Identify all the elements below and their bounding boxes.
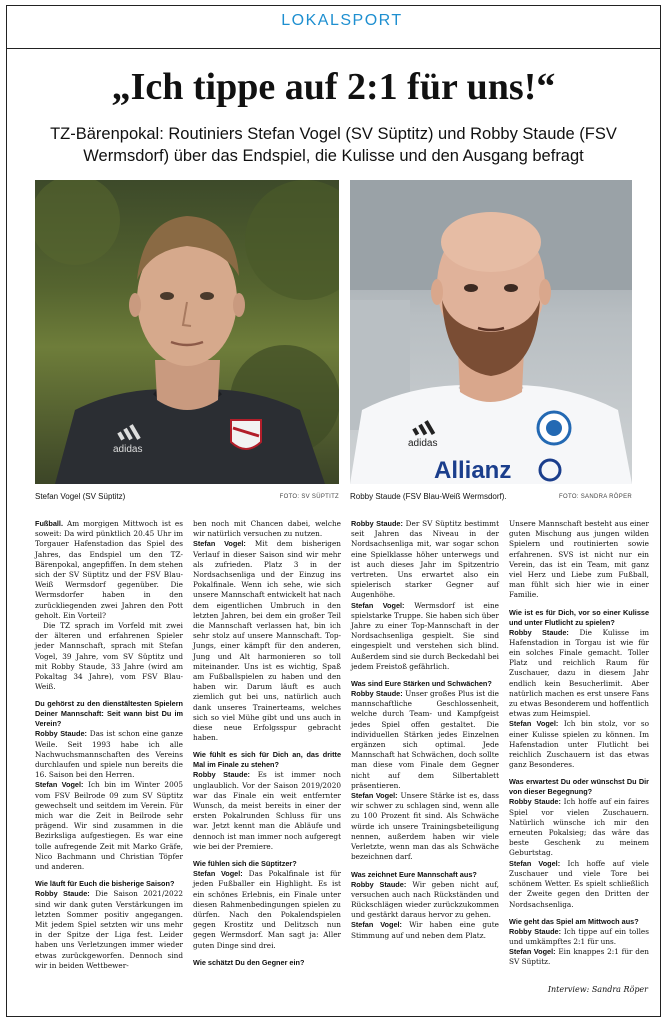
interview-answer bbox=[193, 539, 341, 743]
paragraph-text: Es ist immer noch unglaublich. Vor der Saison 2019/2020 war das Finale ein weit entfernter Wunsch, da meist bereits in einer der ersten Pokalrunden Schluss für uns war. Jetzt kennt man die Abläufe und dennoch ist man immer noch aufgeregt wie bei der Premiere. bbox=[193, 770, 342, 851]
article-paragraph bbox=[193, 519, 341, 539]
paragraph-text: Ein knappes 2:1 für den SV Süptitz. bbox=[509, 947, 649, 967]
interview-question: Wie schätzt Du den Gegner ein? bbox=[193, 957, 305, 967]
interview-answer bbox=[509, 947, 649, 967]
speaker-label: Robby Staude: bbox=[509, 627, 569, 637]
paragraph-text: Wir geben nicht auf, versuchen auch nach Rückständen und Rückschlägen wieder zurückzukommen und gestärkt daraus hervor zu gehen. bbox=[351, 879, 499, 920]
interview-question: Was sind Eure Stärken und Schwächen? bbox=[351, 679, 492, 689]
photo-credit-right: FOTO: SANDRA RÖPER bbox=[559, 494, 632, 500]
paragraph-text: Am morgigen Mittwoch ist es soweit: Da wird pünktlich 20.45 Uhr im Torgauer Hafenstadion das Spiel des Jahres, das Endspiel um den TZ-Bärenpokal, angepfiffen. In dem stehen sich der SV Süptitz und der FSV Blau-Weiß Wermsdorf gegenüber. Die Wermsdorfer haben in den zurückliegenden zwei Jahren den Pott geholt. Ein Vorteil? bbox=[35, 519, 183, 620]
caption-right-name: Robby Staude (FSV Blau-Weiß Wermsdorf). bbox=[350, 492, 507, 501]
paragraph-text: Ich bin stolz, vor so einer Kulisse spielen zu können. Im Hafenstadion unter Flutlicht bei reichlich Zuschauern ist das etwas ganz Besonderes. bbox=[509, 719, 649, 770]
speaker-label: Robby Staude: bbox=[351, 519, 403, 528]
article-column-2 bbox=[193, 519, 341, 968]
article-paragraph bbox=[509, 519, 649, 601]
interview-answer bbox=[509, 719, 649, 770]
club-badge-icon bbox=[231, 420, 261, 449]
article-column-4 bbox=[509, 519, 649, 968]
paragraph-text: Mit dem bisherigen Verlauf in dieser Saison sind wir mehr als zufrieden. Platz 3 in der Nordsachsenliga und der Einzug ins Pokalfinale. Wenn ich sehe, wie sich unsere Mannschaft entwickelt hat nach dem eigentlichen Umbruch in den letzten Jahren, bei dem ein großer Teil die Mannschaft verlassen hat, bin ich sehr stolz auf unsere Mannschaft. Top-Jungs, einer kämpft für den anderen, Jung und Alt harmonieren so toll miteinander. Uns ist es wichtig, Spaß am Fußballspielen zu haben und den haben wir. Darum läuft es auch ziemlich gut bei uns, natürlich auch dank unseres Trainerteams, welches sich so viel Mühe gibt und uns auch in diese neue Erfolgsspur gebracht haben. bbox=[193, 539, 341, 743]
paragraph-text: Die TZ sprach im Vorfeld mit zwei der älteren und erfahrenen Spieler jeder Mannschaft, sprach mit Stefan Vogel, 39 Jahre, vom SV Süptitz und mit Robby Staude, 33 Jahre (wird am Pokaltag 34 Jahre), vom FSV Blau-Weiß. bbox=[35, 621, 183, 692]
svg-text:Allianz: Allianz bbox=[434, 457, 512, 484]
newspaper-page bbox=[6, 5, 661, 1017]
portrait-illustration-left bbox=[35, 180, 339, 484]
paragraph-text: Unsere Mannschaft besteht aus einer guten Mischung aus jungen wilden Spielern und routinierten sowie erfahrenen. SVS ist nicht nur ein Verein, das ist ein Team, mit ganz viel Herz und Liebe zum Fußball, man fühlt sich hier wie in einer Familie. bbox=[509, 519, 649, 600]
caption-left bbox=[35, 491, 339, 505]
speaker-label: Stefan Vogel: bbox=[351, 600, 405, 610]
section-divider bbox=[7, 48, 660, 49]
photo-robby-staude bbox=[350, 180, 632, 484]
paragraph-text: Die Saison 2021/2022 sind wir dank guten Verstärkungen im letzten Sommer positiv angegangen. Mit jedem Spiel setzten wir uns mehr in der Spitze der Liga fest. Leider haben uns Verletzungen immer wieder etwas zurückgeworfen. Dennoch sind wir in beiden Wettbewer- bbox=[35, 889, 183, 970]
subheadline: TZ-Bärenpokal: Routiniers Stefan Vogel (SV Süptitz) und Robby Staude (FSV Wermsdorf) über das Endspiel, die Kulisse und den Ausgang befragt bbox=[50, 125, 617, 165]
interview-question: Wie fühlen sich die Süptitzer? bbox=[193, 859, 297, 869]
speaker-label: Stefan Vogel: bbox=[351, 920, 402, 930]
speaker-label: Robby Staude: bbox=[509, 797, 561, 807]
interview-question: Wie läuft für Euch die bisherige Saison? bbox=[35, 879, 175, 889]
paragraph-text: Ich tippe auf ein tolles und umkämpftes 2:1 für uns. bbox=[509, 926, 649, 946]
svg-text:adidas: adidas bbox=[113, 444, 143, 455]
interview-question: Du gehörst zu den dienstältesten Spielern Deiner Mannschaft: Seit wann bist Du im Verein? bbox=[35, 699, 183, 729]
interview-byline: Interview: Sandra Röper bbox=[547, 985, 648, 994]
interview-question: Wie fühlt es sich für Dich an, das dritte Mal im Finale zu stehen? bbox=[193, 750, 341, 770]
interview-answer bbox=[35, 780, 183, 872]
speaker-label: Robby Staude: bbox=[193, 770, 250, 780]
photo-credit-left: FOTO: SV SÜPTITZ bbox=[279, 494, 339, 500]
svg-text:adidas: adidas bbox=[408, 438, 438, 449]
caption-right bbox=[350, 491, 632, 505]
interview-question: Wie geht das Spiel am Mittwoch aus? bbox=[509, 916, 639, 926]
interview-question: Wie ist es für Dich, vor so einer Kulisse und unter Flutlicht zu spielen? bbox=[509, 607, 649, 627]
article-column-3 bbox=[351, 519, 499, 941]
portrait-illustration-right bbox=[350, 180, 632, 484]
speaker-label: Robby Staude: bbox=[35, 889, 90, 899]
speaker-label: Stefan Vogel: bbox=[509, 719, 559, 729]
speaker-label: Robby Staude: bbox=[351, 879, 407, 889]
speaker-label: Stefan Vogel: bbox=[509, 858, 561, 868]
caption-left-name: Stefan Vogel (SV Süptitz) bbox=[35, 492, 126, 501]
interview-answer bbox=[351, 880, 499, 921]
headline: „Ich tippe auf 2:1 für uns!“ bbox=[111, 66, 556, 108]
paragraph-text: Die Kulisse im Hafenstadion in Torgau ist wie für ein solches Finale gemacht. Toller Platz und reichlich Raum für Zuschauer, dazu in diesem Jahr endlich kein Besucherlimit. Aber natürlich machen es erst unsere Fans zu etwas Besonderem und hoffentlich etwas zum Heimspiel. bbox=[509, 627, 650, 719]
interview-answer bbox=[193, 770, 341, 852]
paragraph-text: Das Pokalfinale ist für jeden Fußballer ein Highlight. Es ist ein schönes Erlebnis, ein Finale unter diesen Rahmenbedingungen spielen zu dürfen. Nach den Pokalendspielen gegen Krostitz und Delitzsch nun gegen Wermsdorf. Man sagt ja: Aller guten Dinge sind drei. bbox=[193, 869, 341, 950]
interview-answer bbox=[509, 628, 649, 720]
paragraph-text: Wermsdorf ist eine spielstarke Truppe. Sie haben sich über Jahre zu einer Top-Mannschaft in der Nordsachsenliga gespielt. Sie sind eingespielt und verstehen sich blind. Außerdem sind sie durch Beckedahl bei jedem Freistoß gefährlich. bbox=[351, 600, 499, 671]
speaker-label: Fußball. bbox=[35, 519, 63, 528]
article-paragraph bbox=[35, 621, 183, 692]
interview-question: Was zeichnet Eure Mannschaft aus? bbox=[351, 869, 477, 879]
paragraph-text: Das ist schon eine ganze Weile. Seit 1993 habe ich alle Nachwuchsmannschaften des Vereins durchlaufen und spiele nun bereits die 16. Saison bei den Herren. bbox=[35, 729, 184, 780]
paragraph-text: Unsere Stärke ist es, dass wir schwer zu schlagen sind, wenn alle zu 100 Prozent fit sind. Als Schwäche würde ich unsere Trainingsbeteiligung nennen, außerdem haben wir viele Verletzte, wenn man das als Schwäche bezeichnen darf. bbox=[351, 791, 499, 862]
speaker-label: Stefan Vogel: bbox=[193, 869, 243, 879]
photo-stefan-vogel bbox=[35, 180, 339, 484]
interview-answer bbox=[193, 869, 341, 951]
paragraph-text: Ich hoffe auf ein faires Spiel vor vielen Zuschauern. Natürlich wünsche ich mir den erneuten Pokalsieg; das wäre das beste Geschenk zu meinem Geburtstag. bbox=[509, 797, 649, 858]
article-column-1 bbox=[35, 519, 183, 971]
interview-answer bbox=[351, 920, 499, 940]
speaker-label: Stefan Vogel: bbox=[35, 780, 84, 790]
speaker-label: Stefan Vogel: bbox=[351, 791, 398, 801]
interview-answer bbox=[351, 519, 499, 601]
paragraph-text: Ich bin im Winter 2005 vom FSV Beilrode 09 zum SV Süptitz gewechselt und seitdem im Verein. Für mich war die Zeit in Beilrode sehr prägend. Wir sind zusammen in die Bezirksliga aufgestiegen. Es war eine tolle aufregende Zeit mit Marko Gräfe, Nico Bachmann und Christian Töpfer und anderen. bbox=[35, 780, 183, 872]
speaker-label: Robby Staude: bbox=[351, 689, 403, 699]
speaker-label: Stefan Vogel: bbox=[193, 539, 246, 549]
interview-answer bbox=[509, 859, 649, 910]
paragraph-text: Der SV Süptitz bestimmt seit Jahren das Niveau in der Nordsachsenliga mit, war sogar schon eine Spielklasse höher unterwegs und ist auch dieses Jahr im Spitzentrio vertreten. Uns erwartet also ein spielerisch starker Gegner auf Augenhöhe. bbox=[351, 519, 500, 600]
section-label: LOKALSPORT bbox=[281, 12, 403, 29]
interview-answer bbox=[509, 797, 649, 858]
paragraph-text: Unser großes Plus ist die mannschaftliche Geschlossenheit, welche durch Team- und Kampfgeist jedes Spiel offen gestaltet. Die individuellen Stärken jedes Einzelnen ergänzen sich optimal. Jede Mannschaft hat Schwächen, doch sollte man diese vom Finale dem Gegner nicht auf dem Silbertablett präsentieren. bbox=[351, 689, 499, 790]
interview-answer bbox=[351, 689, 499, 791]
article-paragraph bbox=[35, 519, 183, 621]
paragraph-text: Wir haben eine gute Stimmung auf und neben dem Platz. bbox=[351, 920, 499, 940]
speaker-label: Robby Staude: bbox=[509, 926, 562, 936]
fsv-club-badge-icon bbox=[538, 412, 570, 444]
speaker-label: Stefan Vogel: bbox=[509, 947, 556, 957]
paragraph-text: Ich hoffe auf viele Zuschauer und viele Tore bei schönem Wetter. Es spielt schließlich der Zweite gegen den Dritten der Nordsachsenliga. bbox=[509, 858, 649, 909]
interview-answer bbox=[351, 791, 499, 862]
interview-answer bbox=[509, 927, 649, 947]
interview-answer bbox=[351, 601, 499, 672]
interview-question: Was erwartest Du oder wünschst Du Dir von dieser Begegnung? bbox=[509, 777, 649, 797]
interview-answer bbox=[35, 729, 183, 780]
speaker-label: Robby Staude: bbox=[35, 729, 87, 739]
paragraph-text: ben noch mit Chancen dabei, welche wir natürlich versuchen zu nutzen. bbox=[193, 519, 341, 539]
interview-answer bbox=[35, 889, 183, 971]
